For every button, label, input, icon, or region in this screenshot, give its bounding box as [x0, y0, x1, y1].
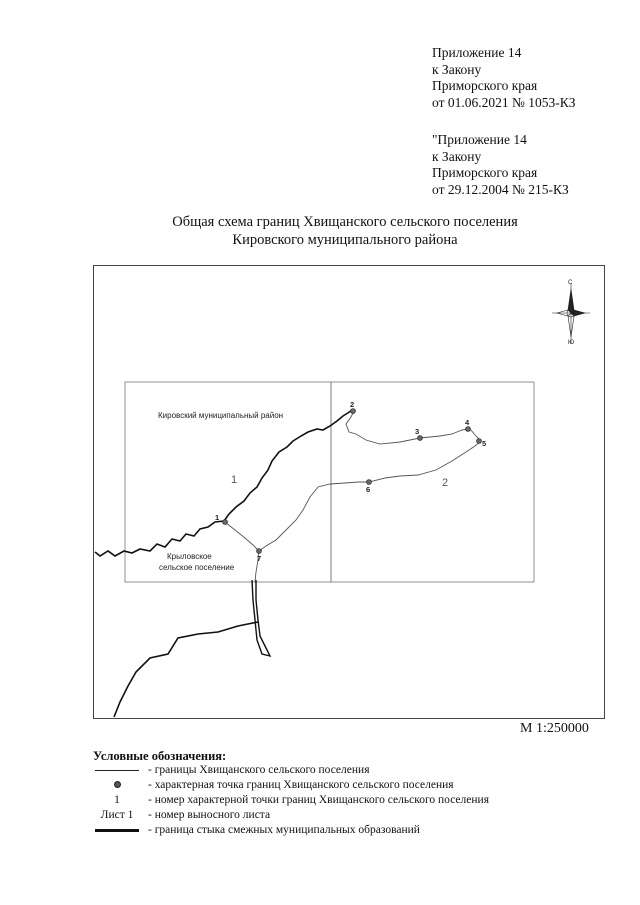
legend-thin-line-symbol — [93, 763, 141, 777]
boundary-point-5 — [477, 439, 482, 444]
boundary-point-4 — [466, 427, 471, 432]
boundary-point-7 — [257, 549, 262, 554]
point-label-6: 6 — [366, 485, 371, 494]
legend-text: - характерная точка границ Хвищанского сельского поселения — [148, 779, 454, 791]
title-line-1: Общая схема границ Хвищанского сельского поселения — [172, 214, 518, 230]
map-scale: М 1:250000 — [520, 721, 589, 736]
boundary-point-2 — [351, 409, 356, 414]
header-line: к Закону — [432, 61, 482, 77]
legend-item — [93, 778, 593, 792]
legend-title: Условные обозначения: — [93, 749, 227, 763]
title-line-2: Кировского муниципального района — [232, 232, 458, 248]
legend-text: - номер выносного листа — [148, 809, 271, 821]
legend-number-symbol: 1 — [114, 794, 120, 806]
legend-text: - граница стыка смежных муниципальных образований — [148, 824, 420, 836]
boundary-point-1 — [223, 520, 228, 525]
legend-item — [93, 808, 593, 822]
compass-rose-icon — [552, 284, 590, 344]
point-label-3: 3 — [415, 427, 420, 436]
legend-item — [93, 763, 593, 777]
boundary-point-6 — [367, 480, 372, 485]
header-line: от 29.12.2004 № 215-КЗ — [432, 181, 569, 197]
legend-item — [93, 793, 593, 807]
legend-item — [93, 823, 593, 837]
legend-text: - границы Хвищанского сельского поселения — [148, 764, 370, 776]
point-label-4: 4 — [465, 418, 470, 427]
header-line: "Приложение 14 — [432, 132, 527, 147]
krylovskoe-label-line2: сельское поселение — [159, 563, 235, 572]
point-label-5: 5 — [482, 439, 487, 448]
sheet-number-2: 2 — [442, 477, 449, 489]
header-line: Приморского края — [432, 78, 538, 93]
point-label-7: 7 — [257, 554, 262, 563]
header-line: Приложение 14 — [432, 45, 522, 60]
legend-text: - номер характерной точки границ Хвищанского сельского поселения — [148, 794, 489, 806]
legend-dot-symbol — [93, 778, 141, 792]
compass-north-label: С — [568, 280, 573, 286]
point-label-1: 1 — [215, 513, 220, 522]
header-line: от 01.06.2021 № 1053-КЗ — [432, 94, 576, 110]
header-line: Приморского края — [432, 165, 538, 180]
boundary-point-3 — [418, 436, 423, 441]
legend-thick-line-symbol — [93, 823, 141, 837]
municipal-boundary — [95, 411, 351, 556]
kirovsky-district-label: Кировский муниципальный район — [158, 411, 284, 420]
header-line: к Закону — [432, 148, 482, 164]
point-label-2: 2 — [350, 400, 355, 409]
compass-south-label: Ю — [568, 340, 575, 346]
krylovskoe-label-line1: Крыловское — [167, 552, 212, 561]
municipal-boundary-south — [252, 580, 270, 656]
municipal-boundary-southwest — [114, 622, 258, 717]
sheet-number-1: 1 — [231, 474, 238, 486]
legend-sheet-symbol: Лист 1 — [100, 809, 134, 821]
